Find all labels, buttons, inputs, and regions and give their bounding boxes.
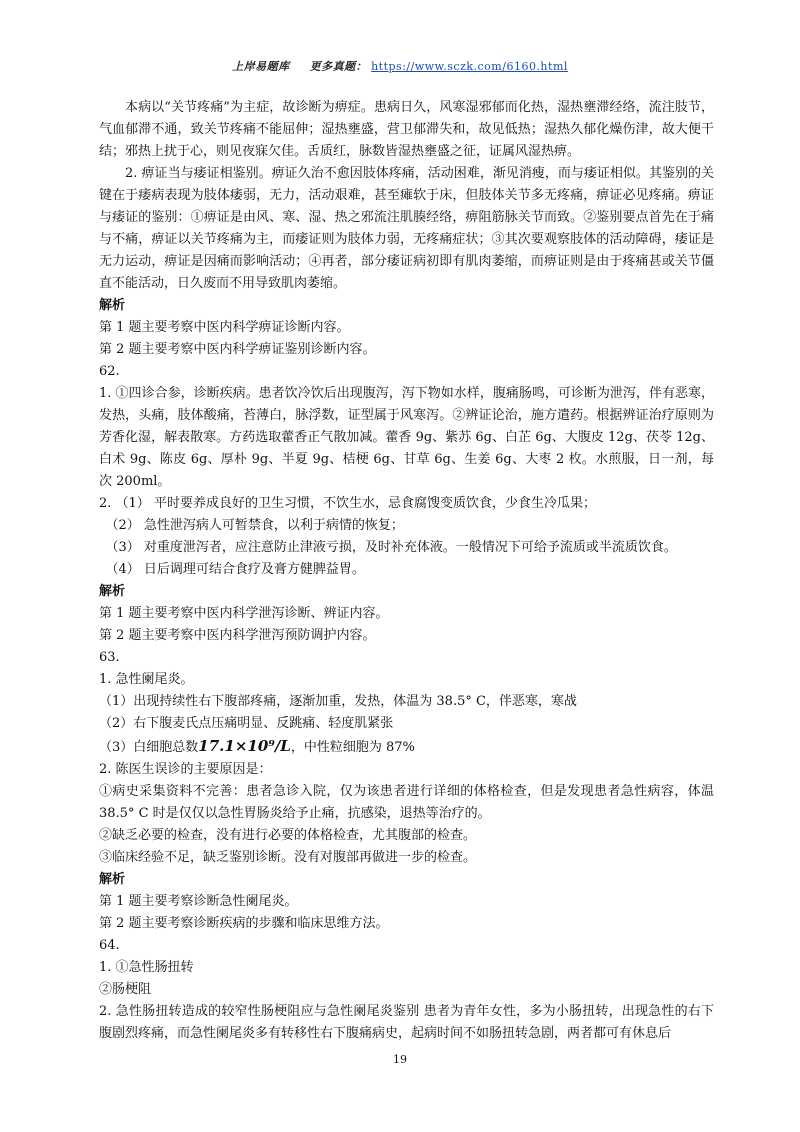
header-link[interactable]: https://www.sczk.com/6160.html	[371, 60, 568, 73]
header-brand: 上岸易题库	[232, 60, 290, 73]
text-line: 本病以“关节疼痛”为主症，故诊断为痹症。患病日久，风寒湿邪郁而化热，湿热壅滞经络，流注肢节，气血郁滞不通，致关节疼痛不能屈伸；湿热壅盛，营卫郁滞失和，故见低热；湿热久郁化燥伤津，故大便干结；邪热上扰于心，则见夜寐欠佳。舌质红，脉数皆湿热壅盛之征，证属风湿热痹。	[99, 100, 714, 159]
text-line: 第 2 题主要考察中医内科学痹证鉴别诊断内容。	[99, 342, 376, 357]
section-heading: 解析	[99, 872, 126, 887]
text-line: 2. 陈医生误诊的主要原因是：	[99, 762, 272, 777]
text-line: 1. ①四诊合参，诊断疾病。患者饮冷饮后出现腹泻，泻下物如水样，腹痛肠鸣，可诊断为泄泻，伴有恶寒，发热，头痛，肢体酸痛，苔薄白，脉浮数，证型属于风寒泻。②辨证论治，施方遣药。根据辨证治疗原则为芳香化湿，解表散寒。方药选取藿香正气散加减。藿香 9g、紫苏 6g、白芷 6g、大腹皮 12g、茯苓 12g、白术 9g、陈皮 6g、厚朴 9g、半夏 9g、桔梗 6g、甘草 6g、生姜 6g、大枣 2 枚。水煎服，日一剂，每次 200ml。	[99, 386, 714, 489]
text-line: ②缺乏必要的检查，没有进行必要的体格检查，尤其腹部的检查。	[99, 828, 477, 843]
text-line: 第 1 题主要考察诊断急性阑尾炎。	[99, 894, 298, 909]
text-line: 62.	[99, 364, 120, 379]
page-header	[0, 58, 800, 74]
text-line: ①病史采集资料不完善：患者急诊入院，仅为该患者进行详细的体格检查，但是发现患者急性病容，体温 38.5° C 时是仅仅以急性胃肠炎给予止痛，抗感染，退热等治疗的。	[99, 784, 714, 821]
text-line: 2. 痹证当与痿证相鉴别。痹证久治不愈因肢体疼痛，活动困难，渐见消瘦，而与痿证相似。其鉴别的关键在于痿病表现为肢体痿弱，无力，活动艰难，甚至瘫软于床，但肢体关节多无疼痛，痹证必见疼痛。痹证与痿证的鉴别：①痹证是由风、寒、湿、热之邪流注肌腠经络，痹阻筋脉关节而致。②鉴别要点首先在于痛与不痛，痹证以关节疼痛为主，而痿证则为肢体力弱，无疼痛症状；③其次要观察肢体的活动障碍，痿证是无力运动，痹证是因痛而影响活动；④再者，部分痿证病初即有肌肉萎缩，而痹证则是由于疼痛甚或关节僵直不能活动，日久废而不用导致肌肉萎缩。	[99, 166, 714, 291]
document-body	[99, 97, 714, 1045]
text-line: ②肠梗阻	[99, 982, 152, 997]
header-prefix: 更多真题：	[309, 60, 368, 73]
page-number: 19	[393, 1053, 407, 1066]
text-line: 63.	[99, 650, 120, 665]
text-line: （1）出现持续性右下腹部疼痛，逐渐加重，发热，体温为 38.5° C，伴恶寒，寒战	[99, 694, 577, 709]
text-line: （3） 对重度泄泻者，应注意防止津液亏损，及时补充体液。一般情况下可给予流质或半流质饮食。	[105, 540, 677, 555]
text-line: 1. ①急性肠扭转	[99, 960, 194, 975]
text-line: 64.	[99, 938, 120, 953]
text-line: （4） 日后调理可结合食疗及膏方健脾益胃。	[105, 562, 365, 577]
text-line: 1. 急性阑尾炎。	[99, 672, 194, 687]
section-heading: 解析	[99, 584, 126, 599]
text-line: ③临床经验不足，缺乏鉴别诊断。没有对腹部再做进一步的检查。	[99, 850, 477, 865]
text-line: 2. 急性肠扭转造成的较窄性肠梗阻应与急性阑尾炎鉴别 患者为青年女性，多为小肠扭转，出现急性的右下腹剧烈疼痛，而急性阑尾炎多有转移性右下腹痛病史，起病时间不如肠扭转急剧，两者都可有休息后	[99, 1004, 714, 1041]
text-line: 2. （1） 平时要养成良好的卫生习惯，不饮生水，忌食腐馊变质饮食，少食生冷瓜果；	[99, 496, 596, 511]
text-line: 第 1 题主要考察中医内科学痹证诊断内容。	[99, 320, 350, 335]
text-line: 第 1 题主要考察中医内科学泄泻诊断、辨证内容。	[99, 606, 389, 621]
math-suffix: ，中性粒细胞为 87%	[290, 740, 415, 755]
math-formula: 17.1×10⁹/L	[198, 737, 291, 755]
text-line: 第 2 题主要考察中医内科学泄泻预防调护内容。	[99, 628, 376, 643]
text-line: （2） 急性泄泻病人可暂禁食，以利于病情的恢复；	[105, 518, 404, 533]
section-heading: 解析	[99, 298, 126, 313]
math-prefix: （3）白细胞总数	[99, 740, 199, 755]
text-line: （2）右下腹麦氏点压痛明显、反跳痛、轻度肌紧张	[99, 716, 394, 731]
text-line: 第 2 题主要考察诊断疾病的步骤和临床思维方法。	[99, 916, 389, 931]
text-line	[99, 735, 714, 759]
